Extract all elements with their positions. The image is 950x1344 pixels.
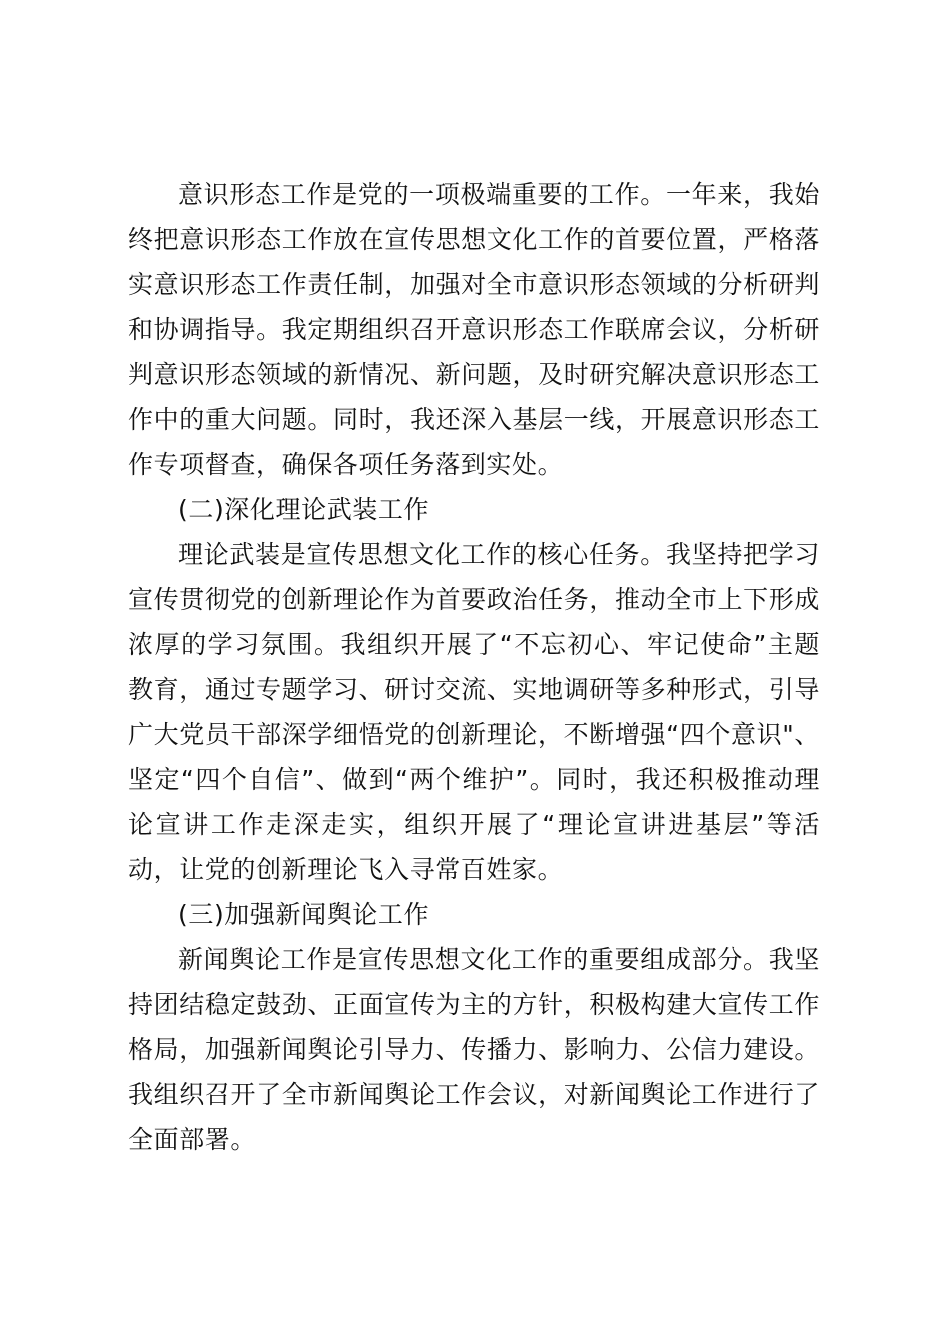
paragraph-news-work: 新闻舆论工作是宣传思想文化工作的重要组成部分。我坚持团结稳定鼓劲、正面宣传为主的方针，积极构建大宣传工作格局，加强新闻舆论引导力、传播力、影响力、公信力建设。我组织召开了全市新闻舆论工作会议，对新闻舆论工作进行了全面部署。 [128, 945, 820, 1154]
paragraph-ideology-work: 意识形态工作是党的一项极端重要的工作。一年来，我始终把意识形态工作放在宣传思想文化工作的首要位置，严格落实意识形态工作责任制，加强对全市意识形态领域的分析研判和协调指导。我定期组织召开意识形态工作联席会议，分析研判意识形态领域的新情况、新问题，及时研究解决意识形态工作中的重大问题。同时，我还深入基层一线，开展意识形态工作专项督查，确保各项任务落到实处。 [128, 180, 820, 479]
document-body [128, 172, 820, 1162]
paragraph-theory-work: 理论武装是宣传思想文化工作的核心任务。我坚持把学习宣传贯彻党的创新理论作为首要政治任务，推动全市上下形成浓厚的学习氛围。我组织开展了“不忘初心、牢记使命”主题教育，通过专题学习、研讨交流、实地调研等多种形式，引导广大党员干部深学细悟党的创新理论，不断增强“四个意识"、坚定“四个自信”、做到“两个维护”。同时，我还积极推动理论宣讲工作走深走实，组织开展了“理论宣讲进基层”等活动，让党的创新理论飞入寻常百姓家。 [128, 540, 820, 884]
section-heading-theory: (二)深化理论武装工作 [178, 495, 430, 524]
section-heading-news: (三)加强新闻舆论工作 [178, 900, 430, 929]
